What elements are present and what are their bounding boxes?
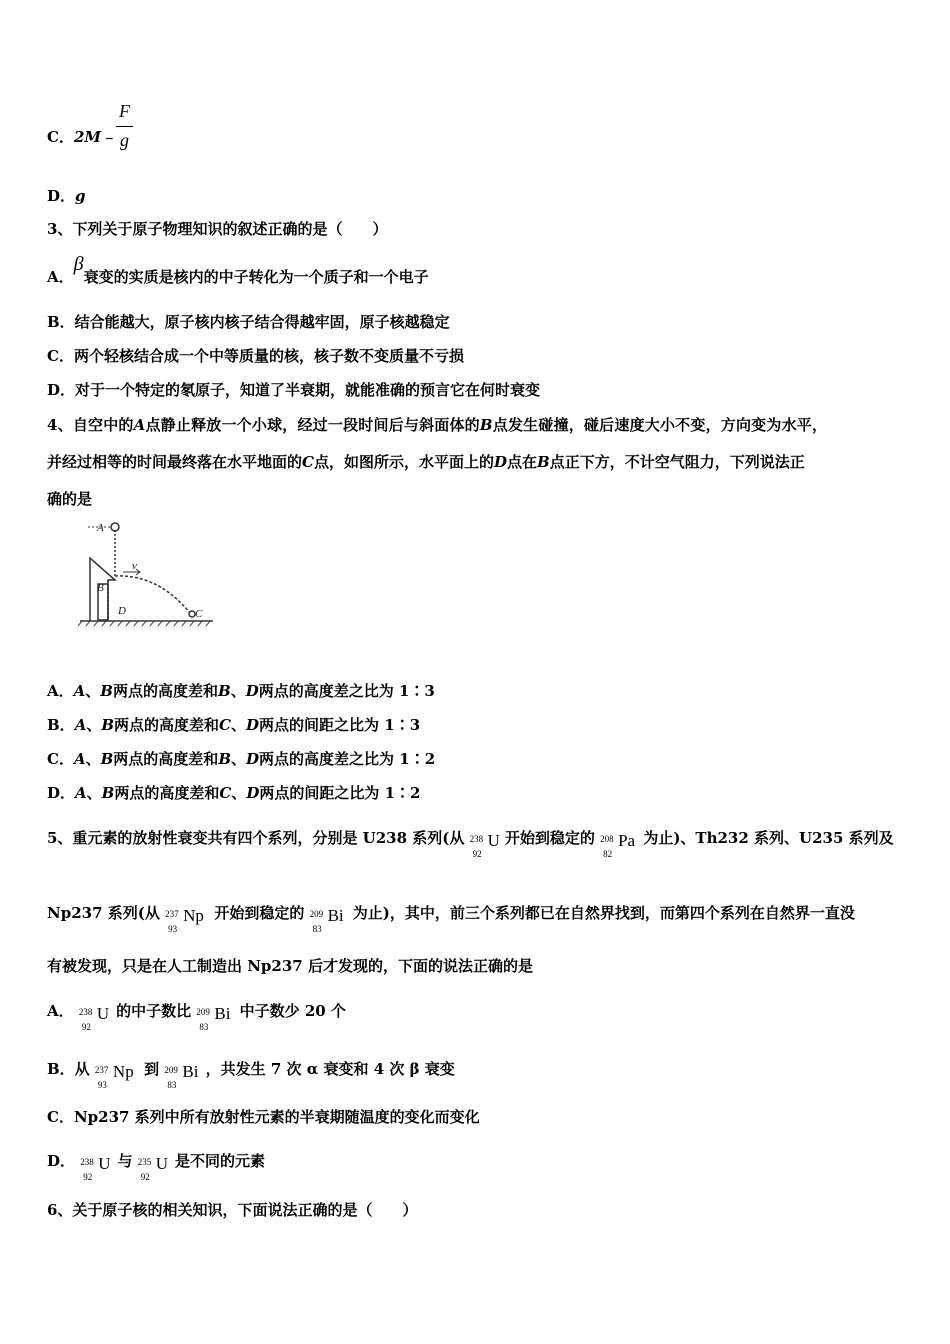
nuclide-np237: 237 93 Np bbox=[165, 906, 204, 934]
q4-option-a[interactable]: A．A、B两点的高度差和B、D两点的高度差之比为 1∶3 bbox=[47, 682, 435, 700]
q5-stem-line1: 5、重元素的放射性衰变共有四个系列，分别是 U238 系列(从 238 92 U 开始到稳定的 208 82 Pa 为止)、Th232 系列、U235 系列及 bbox=[47, 823, 894, 854]
q5-option-d[interactable]: D． 238 92 U 与 235 92 U 是不同的元素 bbox=[47, 1146, 265, 1177]
fig-label-c: C bbox=[195, 608, 203, 620]
q4-stem-line2: 并经过相等的时间最终落在水平地面的C点，如图所示，水平面上的D点在B点正下方，不计空气阻力，下列说法正 bbox=[47, 453, 805, 471]
q2-option-c[interactable]: C．2M﹣ bbox=[47, 128, 116, 146]
nuclide-np237: 237 93 Np bbox=[94, 1062, 134, 1090]
q3-stem: 3、下列关于原子物理知识的叙述正确的是（ ） bbox=[47, 220, 388, 238]
beta-symbol: β bbox=[73, 253, 84, 275]
nuclide-bi209: 209 83 Bi bbox=[196, 1004, 231, 1032]
ball bbox=[111, 523, 119, 531]
nuclide-u235: 235 92 U bbox=[137, 1154, 169, 1182]
q4-option-b[interactable]: B．A、B两点的高度差和C、D两点的间距之比为 1∶3 bbox=[47, 716, 421, 734]
q5-option-b[interactable]: B．从 237 93 Np 到 209 83 Bi ，共发生 7 次 α 衰变和 4 次 β 衰变 bbox=[47, 1054, 455, 1085]
fig-label-b: B bbox=[97, 582, 104, 594]
fig-label-a: A bbox=[97, 522, 104, 534]
fig-label-d: D bbox=[118, 605, 126, 617]
q4-option-d[interactable]: D．A、B两点的高度差和C、D两点的间距之比为 1∶2 bbox=[47, 784, 421, 802]
q5-stem-line2: Np237 系列(从 237 93 Np 开始到稳定的 209 83 Bi 为止)，其中，前三个系列都已在自然界找到，而第四个系列在自然界一直没 bbox=[47, 898, 855, 929]
q4-stem-line1: 4、自空中的A点静止释放一个小球，经过一段时间后与斜面体的B点发生碰撞，碰后速度大小不变，方向变为水平， bbox=[47, 416, 828, 434]
nuclide-pa208: 208 82 Pa bbox=[600, 831, 636, 859]
nuclide-bi209: 209 83 Bi bbox=[164, 1062, 199, 1090]
q3-option-d[interactable]: D．对于一个特定的氡原子，知道了半衰期，就能准确的预言它在何时衰变 bbox=[47, 381, 541, 399]
nuclide-u238: 238 92 U bbox=[78, 1004, 110, 1032]
nuclide-u238: 238 92 U bbox=[469, 831, 500, 859]
q4-option-c[interactable]: C．A、B两点的高度差和B、D两点的高度差之比为 1∶2 bbox=[47, 750, 436, 768]
q2-option-c-text: 2M﹣ bbox=[73, 128, 116, 146]
nuclide-u238: 238 92 U bbox=[80, 1154, 111, 1182]
fraction-denominator: g bbox=[120, 130, 129, 150]
q5-option-a[interactable]: A． 238 92 U 的中子数比 209 83 Bi 中子数少 20 个 bbox=[47, 996, 346, 1027]
trajectory-curve bbox=[115, 576, 190, 613]
q3-option-b[interactable]: B．结合能越大，原子核内核子结合得越牢固，原子核越稳定 bbox=[47, 313, 450, 331]
fraction-bar bbox=[116, 126, 133, 127]
q5-stem-line3: 有被发现，只是在人工制造出 Np237 后才发现的，下面的说法正确的是 bbox=[47, 957, 533, 975]
q6-stem: 6、关于原子核的相关知识，下面说法正确的是（ ） bbox=[47, 1201, 418, 1219]
nuclide-bi209: 209 83 Bi bbox=[309, 906, 344, 934]
fraction-numerator: F bbox=[119, 101, 130, 121]
q2-option-d[interactable]: D．g bbox=[47, 187, 86, 205]
q3-option-a[interactable]: A．β衰变的实质是核内的中子转化为一个质子和一个电子 bbox=[47, 253, 429, 286]
q4-stem-line3: 确的是 bbox=[47, 490, 93, 508]
fig-label-v: v bbox=[132, 560, 137, 572]
q5-option-c[interactable]: C．Np237 系列中所有放射性元素的半衰期随温度的变化而变化 bbox=[47, 1108, 480, 1126]
q4-figure bbox=[78, 518, 218, 636]
q3-option-c[interactable]: C．两个轻核结合成一个中等质量的核，核子数不变质量不亏损 bbox=[47, 347, 464, 365]
